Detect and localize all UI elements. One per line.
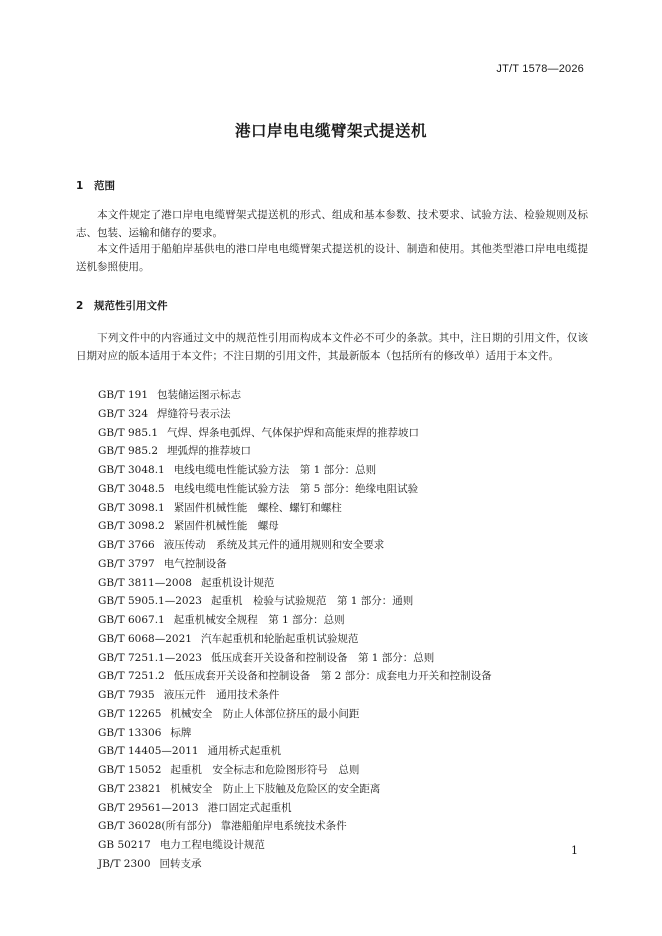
reference-item bbox=[98, 780, 492, 799]
reference-title: 液压传动 系统及其元件的通用规则和安全要求 bbox=[163, 539, 385, 551]
reference-code: GB/T 3048.1 bbox=[98, 464, 165, 476]
reference-title: 焊缝符号表示法 bbox=[157, 407, 231, 420]
section-2-heading bbox=[76, 298, 168, 313]
reference-title: 汽车起重机和轮胎起重机试验规范 bbox=[200, 632, 359, 645]
reference-code: GB/T 36028(所有部分) bbox=[98, 820, 212, 833]
reference-code: GB/T 324 bbox=[98, 407, 149, 420]
reference-code: GB/T 29561—2013 bbox=[98, 801, 199, 814]
reference-title: 紧固件机械性能 螺栓、螺钉和螺柱 bbox=[173, 501, 342, 514]
reference-item bbox=[98, 817, 492, 836]
scope-paragraph-1 bbox=[76, 206, 588, 242]
reference-code: GB/T 7251.2 bbox=[98, 670, 165, 683]
reference-code: GB/T 7251.1—2023 bbox=[98, 651, 202, 664]
reference-code: GB/T 7935 bbox=[98, 689, 155, 701]
reference-code: GB 50217 bbox=[98, 839, 151, 851]
section-number: 1 bbox=[76, 180, 84, 192]
reference-title: 埋弧焊的推荐坡口 bbox=[167, 445, 252, 458]
reference-title: 机械安全 防止人体部位挤压的最小间距 bbox=[170, 707, 360, 720]
reference-item bbox=[98, 630, 492, 649]
reference-item bbox=[98, 555, 492, 574]
reference-title: 起重机设计规范 bbox=[200, 576, 275, 589]
reference-code: GB/T 15052 bbox=[98, 764, 162, 776]
reference-code: GB/T 191 bbox=[98, 389, 149, 401]
reference-title: 港口固定式起重机 bbox=[207, 801, 292, 814]
reference-title: 低压成套开关设备和控制设备 第 2 部分：成套电力开关和控制设备 bbox=[173, 670, 492, 683]
reference-code: GB/T 12265 bbox=[98, 707, 162, 720]
reference-item bbox=[98, 424, 492, 443]
reference-item bbox=[98, 386, 492, 405]
reference-code: GB/T 5905.1—2023 bbox=[98, 595, 202, 608]
reference-code: GB/T 23821 bbox=[98, 782, 162, 795]
reference-title: 电线电缆电性能试验方法 第 1 部分：总则 bbox=[173, 464, 377, 476]
reference-title: 起重机械安全规程 第 1 部分：总则 bbox=[173, 614, 345, 626]
reference-code: GB/T 6068—2021 bbox=[98, 632, 192, 645]
reference-code: GB/T 985.2 bbox=[98, 445, 159, 458]
reference-code: JB/T 2300 bbox=[98, 857, 151, 870]
reference-code: GB/T 3098.1 bbox=[98, 501, 165, 514]
reference-title: 靠港船舶岸电系统技术条件 bbox=[220, 820, 347, 833]
reference-title: 气焊、焊条电弧焊、气体保护焊和高能束焊的推荐坡口 bbox=[167, 426, 420, 439]
reference-item bbox=[98, 611, 492, 630]
reference-code: GB/T 3098.2 bbox=[98, 520, 165, 533]
reference-code: GB/T 14405—2011 bbox=[98, 745, 199, 758]
reference-title: 液压元件 通用技术条件 bbox=[163, 689, 280, 701]
reference-code: GB/T 13306 bbox=[98, 726, 162, 739]
reference-item bbox=[98, 855, 492, 874]
reference-item bbox=[98, 480, 492, 499]
reference-code: GB/T 3048.5 bbox=[98, 482, 165, 495]
reference-title: 包装储运图示标志 bbox=[157, 389, 242, 401]
reference-item bbox=[98, 649, 492, 668]
reference-title: 低压成套开关设备和控制设备 第 1 部分：总则 bbox=[210, 651, 435, 664]
reference-title: 起重机 检验与试验规范 第 1 部分：通则 bbox=[210, 595, 414, 608]
reference-item bbox=[98, 592, 492, 611]
reference-item bbox=[98, 405, 492, 424]
reference-title: 电气控制设备 bbox=[163, 557, 227, 570]
reference-item bbox=[98, 574, 492, 593]
reference-item bbox=[98, 705, 492, 724]
reference-title: 回转支承 bbox=[159, 857, 202, 870]
reference-item bbox=[98, 442, 492, 461]
section-number: 2 bbox=[76, 300, 84, 312]
page-number: 1 bbox=[571, 844, 578, 857]
reference-code: GB/T 3811—2008 bbox=[98, 576, 192, 589]
normative-references-intro bbox=[76, 329, 588, 365]
reference-title: 机械安全 防止上下肢触及危险区的安全距离 bbox=[170, 782, 381, 795]
reference-item bbox=[98, 536, 492, 555]
reference-item bbox=[98, 517, 492, 536]
reference-item bbox=[98, 724, 492, 743]
paragraph-text: 本文件规定了港口岸电电缆臂架式提送机的形式、组成和基本参数、技术要求、试验方法、检验规则及标志、包装、运输和储存的要求。 bbox=[76, 209, 588, 239]
reference-title: 起重机 安全标志和危险图形符号 总则 bbox=[170, 764, 360, 776]
reference-item bbox=[98, 761, 492, 780]
section-title: 规范性引用文件 bbox=[94, 300, 168, 312]
reference-item bbox=[98, 499, 492, 518]
reference-item bbox=[98, 799, 492, 818]
reference-code: GB/T 985.1 bbox=[98, 426, 159, 439]
reference-list bbox=[98, 386, 492, 874]
paragraph-text: 本文件适用于船舶岸基供电的港口岸电电缆臂架式提送机的设计、制造和使用。其他类型港口岸电电缆提送机参照使用。 bbox=[76, 243, 588, 273]
reference-code: GB/T 3766 bbox=[98, 539, 155, 551]
document-title: 港口岸电电缆臂架式提送机 bbox=[234, 122, 427, 140]
section-title: 范围 bbox=[94, 180, 115, 192]
section-1-heading bbox=[76, 178, 115, 193]
reference-item bbox=[98, 667, 492, 686]
reference-item bbox=[98, 836, 492, 855]
reference-title: 电力工程电缆设计规范 bbox=[159, 839, 265, 851]
paragraph-text: 下列文件中的内容通过文中的规范性引用而构成本文件必不可少的条款。其中，注日期的引用文件，仅该日期对应的版本适用于本文件；不注日期的引用文件，其最新版本（包括所有的修改单）适用于本文件。 bbox=[76, 332, 588, 362]
reference-title: 紧固件机械性能 螺母 bbox=[173, 520, 279, 533]
reference-item bbox=[98, 742, 492, 761]
standard-code: JT/T 1578—2026 bbox=[496, 63, 584, 75]
reference-item bbox=[98, 686, 492, 705]
scope-paragraph-2 bbox=[76, 240, 588, 276]
reference-item bbox=[98, 461, 492, 480]
reference-title: 电线电缆电性能试验方法 第 5 部分：绝缘电阻试验 bbox=[173, 482, 419, 495]
reference-title: 标牌 bbox=[170, 726, 192, 739]
reference-code: GB/T 6067.1 bbox=[98, 614, 165, 626]
reference-title: 通用桥式起重机 bbox=[207, 745, 282, 758]
reference-code: GB/T 3797 bbox=[98, 557, 155, 570]
